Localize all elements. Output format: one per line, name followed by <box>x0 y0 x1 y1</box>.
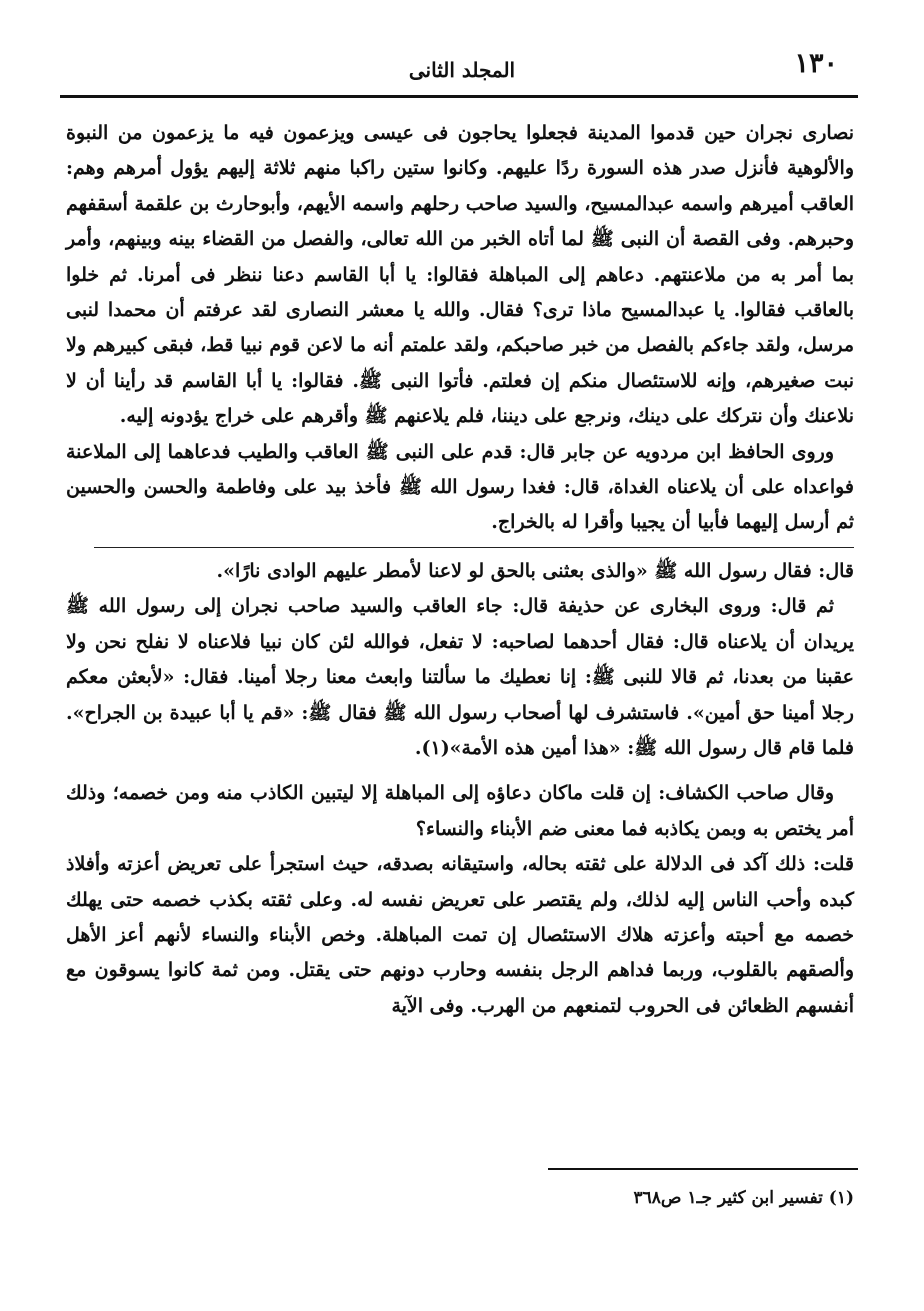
paragraph-5: وقال صاحب الكشاف: إن قلت ماكان دعاؤه إلى المباهلة إلا ليتبين الكاذب منه ومن خصمه؛ وذلك أمر يختص به وبمن يكاذبه فما معنى ضم الأبناء والنساء؟ <box>66 782 854 840</box>
paragraph-4: ثم قال: وروى البخارى عن حذيفة قال: جاء العاقب والسيد صاحب نجران إلى رسول الله ﷺ يريدان أن يلاعناه قال: فقال أحدهما لصاحبه: لا تفعل، فوالله لئن كان نبيا فلاعناه لا نفلح نحن ولا عقبنا من بعدنا، ثم قالا للنبى ﷺ: إنا نعطيك ما سألتنا وابعث معنا رجلا أمينا. فقال: «لأبعثن معكم رجلا أمينا حق أمين». فاستشرف لها أصحاب رسول الله ﷺ فقال ﷺ: «قم يا أبا عبيدة بن الجراح». فلما قام قال رسول الله ﷺ: «هذا أمين هذه الأمة»(١). <box>66 595 854 759</box>
paragraph-divider <box>94 547 854 548</box>
page-number: ١٣٠ <box>794 48 838 79</box>
footnote-rule <box>548 1168 858 1170</box>
paragraph-1: نصارى نجران حين قدموا المدينة فجعلوا يحاجون فى عيسى ويزعمون فيه ما يزعمون من النبوة والألوهية فأنزل صدر هذه السورة ردًا عليهم. وكانوا ستين راكبا منهم ثلاثة إليهم يؤول أمرهم وهم: العاقب أميرهم واسمه عبدالمسيح، والسيد صاحب رحلهم واسمه الأيهم، وأبوحارث بن علقمة أسقفهم وحبرهم. وفى القصة أن النبى ﷺ لما أتاه الخبر من الله تعالى، والفصل من القضاء بينه وبينهم، وأمر بما أمر به من ملاعنتهم. دعاهم إلى المباهلة فقالوا: يا أبا القاسم دعنا ننظر فى أمرنا. ثم خلوا بالعاقب فقالوا. يا عبدالمسيح ماذا ترى؟ فقال. والله يا معشر النصارى لقد عرفتم أن محمدا لنبى مرسل، ولقد جاءكم بالفصل من خبر صاحبكم، ولقد علمتم أنه ما لاعن قوم نبيا قط، فبقى كبيرهم ولا نبت صغيرهم، وإنه للاستئصال منكم إن فعلتم. فأتوا النبى ﷺ. فقالوا: يا أبا القاسم قد رأينا أن لا نلاعنك وأن نتركك على دينك، ونرجع على ديننا، فلم يلاعنهم ﷺ وأقرهم على خراج يؤدونه إليه. <box>66 122 854 428</box>
paragraph-3: قال: فقال رسول الله ﷺ «والذى بعثنى بالحق لو لاعنا لأمطر عليهم الوادى نارًا». <box>216 559 854 582</box>
footnote: (١) تفسير ابن كثير جـ١ ص٣٦٨ <box>633 1188 854 1208</box>
paragraph-6: قلت: ذلك آكد فى الدلالة على ثقته بحاله، واستيقانه بصدقه، حيث استجرأ على تعريض أعزته وأفلاذ كبده وأحب الناس إليه لذلك، ولم يقتصر على تعريض نفسه له. وعلى ثقته بكذب خصمه حتى يهلك خصمه مع أحبته وأعزته هلاك الاستئصال إن تمت المباهلة. وخص الأبناء والنساء لأنهم أعز الأهل وألصقهم بالقلوب، وربما فداهم الرجل بنفسه وحارب دونهم حتى يقتل. ومن ثمة كانوا يسوقون مع أنفسهم الظعائن فى الحروب لتمنعهم من الهرب. وفى الآية <box>66 853 854 1017</box>
body-text <box>66 116 854 1024</box>
header-rule <box>60 95 858 98</box>
running-title: المجلد الثانى <box>408 58 516 82</box>
paragraph-2: وروى الحافظ ابن مردويه عن جابر قال: قدم على النبى ﷺ العاقب والطيب فدعاهما إلى الملاعنة فواعداه على أن يلاعناه الغداة، قال: فغدا رسول الله ﷺ فأخذ بيد على وفاطمة والحسن والحسين ثم أرسل إليهما فأبيا أن يجيبا وأقرا له بالخراج. <box>66 440 854 534</box>
